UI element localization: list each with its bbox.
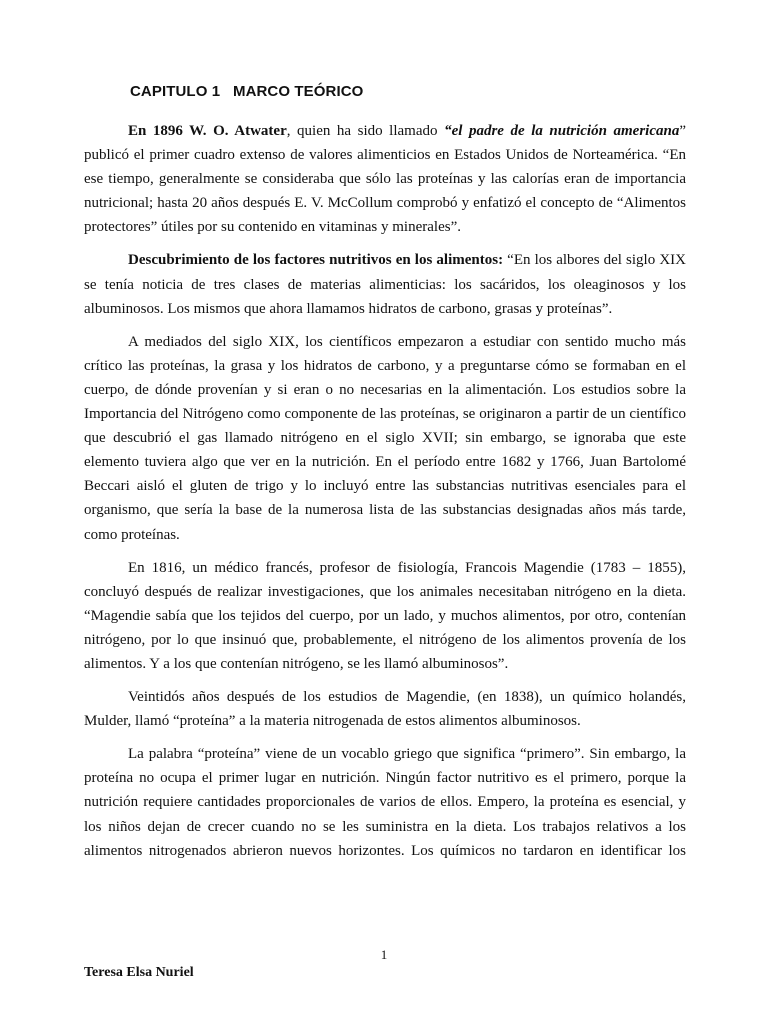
chapter-heading: CAPITULO 1 MARCO TEÓRICO: [130, 83, 364, 100]
paragraph-1-quote: “el padre de la nutrición americana: [444, 123, 680, 139]
paragraph-2: [84, 248, 686, 320]
paragraph-1-pre: , quien ha sido llamado: [286, 123, 445, 139]
paragraph-4: En 1816, un médico francés, profesor de fisiología, Francois Magendie (1783 – 1855), concluyó después de realizar investigaciones, que los animales necesitaban nitrógeno en la dieta. “Magendie sabía que los tejidos del cuerpo, por un lado, y muchos alimentos, por otro, contenían nitrógeno, por lo que insinuó que, probablemente, el nitrógeno de los alimentos provenía de los alimentos. Y a los que contenían nitrógeno, se les llamó albuminosos”.: [84, 559, 686, 672]
paragraph-2-lead: Descubrimiento de los factores nutritivos en los alimentos:: [128, 252, 504, 269]
paragraph-2-text: “En los albores del siglo XIX se tenía noticia de tres clases de materias alimenticias: los sacáridos, los oleaginosos y los albuminosos. Los mismos que ahora llamamos hidratos de carbono, grasas y proteínas”.: [84, 252, 686, 317]
page-number: 1: [380, 947, 388, 962]
footer-author: Teresa Elsa Nuriel: [84, 965, 194, 980]
body-text: [84, 119, 686, 872]
paragraph-3: A mediados del siglo XIX, los científicos empezaron a estudiar con sentido mucho más crítico las proteínas, la grasa y los hidratos de carbono, y a preguntarse cómo se formaban en el cuerpo, de dónde provenían y si eran o no necesarias en la alimentación. Los estudios sobre la Importancia del Nitrógeno como componente de las proteínas, se originaron a partir de un científico que descubrió el gas llamado nitrógeno en el siglo XVII; sin embargo, se ignoraba que este elemento tuviera algo que ver en la nutrición. En el período entre 1682 y 1766, Juan Bartolomé Beccari aisló el gluten de trigo y lo incluyó entre las substancias nutritivas esenciales para el organismo, que sería la base de la numerosa lista de las substancias designadas años más tarde, como proteínas.: [84, 333, 686, 543]
paragraph-1-post: ” publicó el primer cuadro extenso de valores alimenticios en Estados Unidos de Norteamérica. “En ese tiempo, generalmente se consideraba que sólo las proteínas y las calorías eran de importancia nutricional; hasta 20 años después E. V. McCollum comprobó y enfatizó el concepto de “Alimentos protectores” útiles por su contenido en vitaminas y minerales”.: [84, 123, 687, 236]
paragraph-6: La palabra “proteína” viene de un vocablo griego que significa “primero”. Sin embargo, la proteína no ocupa el primer lugar en nutrición. Ningún factor nutritivo es el primero, porque la nutrición requiere cantidades proporcionales de varios de ellos. Empero, la proteína es esencial, y los niños dejan de crecer cuando no se les suministra en la dieta. Los trabajos relativos a los alimentos nitrogenados abrieron nuevos horizontes. Los químicos no tardaron en identificar los: [84, 746, 686, 859]
paragraph-1: [84, 119, 686, 239]
paragraph-1-lead: En 1896 W. O. Atwater: [128, 123, 287, 139]
paragraph-5: Veintidós años después de los estudios de Magendie, (en 1838), un químico holandés, Mulder, llamó “proteína” a la materia nitrogenada de estos alimentos albuminosos.: [84, 689, 686, 730]
